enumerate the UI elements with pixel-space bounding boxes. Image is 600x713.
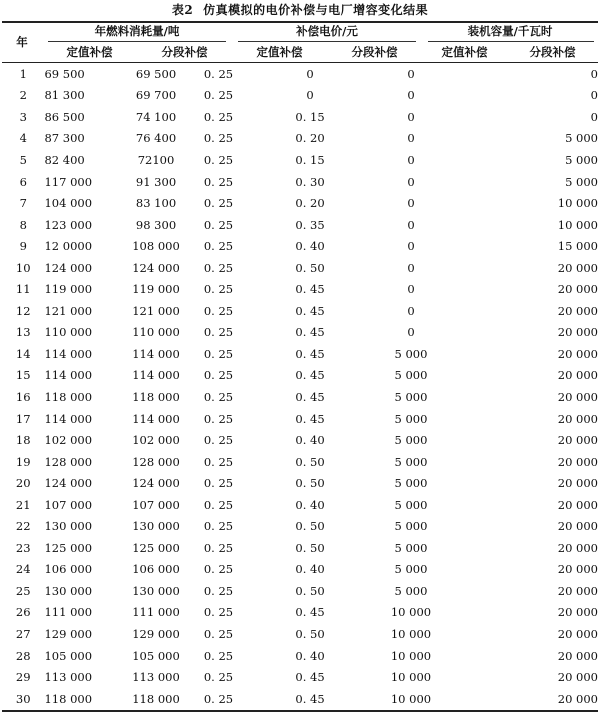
capacity-fixed-cell: 0	[407, 88, 415, 103]
price-fixed-cell: 0. 25	[203, 411, 234, 426]
fuel-fixed-cell: 124 000	[44, 260, 93, 275]
fuel-segmented-cell: 124 000	[132, 476, 180, 491]
year-cell: 29	[15, 670, 31, 685]
capacity-segmented-cell: 20 000	[557, 433, 598, 448]
fuel-segmented-cell: 119 000	[132, 282, 180, 297]
capacity-segmented-cell: 5 000	[565, 131, 598, 146]
fuel-fixed-cell: 86 500	[44, 109, 85, 124]
year-cell: 11	[15, 282, 31, 297]
capacity-group-rule	[428, 41, 594, 42]
fuel-segmented-cell: 118 000	[132, 389, 180, 404]
price-group-rule	[238, 41, 416, 42]
header-fuel-fixed: 定值补偿	[66, 45, 113, 59]
year-cell: 18	[15, 433, 31, 448]
header-price-fixed: 定值补偿	[256, 45, 303, 59]
price-segmented-cell: 0. 50	[295, 454, 325, 469]
fuel-fixed-cell: 81 300	[44, 88, 85, 103]
capacity-segmented-cell: 20 000	[557, 454, 598, 469]
table-row	[2, 451, 598, 473]
capacity-segmented-cell: 5 000	[565, 152, 598, 167]
year-cell: 17	[15, 411, 31, 426]
table-caption	[0, 0, 600, 20]
price-fixed-cell: 0. 25	[203, 346, 234, 361]
price-segmented-cell: 0. 35	[295, 217, 325, 232]
capacity-fixed-cell: 10 000	[390, 605, 432, 620]
fuel-fixed-cell: 113 000	[44, 670, 93, 685]
fuel-segmented-cell: 105 000	[132, 648, 180, 663]
capacity-segmented-cell: 15 000	[557, 239, 598, 254]
fuel-segmented-cell: 74 100	[135, 109, 177, 124]
fuel-fixed-cell: 121 000	[44, 303, 93, 318]
fuel-group-rule	[48, 41, 226, 42]
capacity-fixed-cell: 0	[407, 66, 415, 81]
price-segmented-cell: 0	[306, 66, 314, 81]
capacity-fixed-cell: 5 000	[394, 497, 428, 512]
price-segmented-cell: 0. 15	[295, 109, 325, 124]
table-row	[2, 559, 598, 581]
table-row	[2, 365, 598, 387]
fuel-segmented-cell: 114 000	[132, 411, 180, 426]
table-number: 表2	[171, 3, 194, 17]
capacity-segmented-cell: 20 000	[557, 389, 598, 404]
fuel-segmented-cell: 76 400	[135, 131, 177, 146]
price-segmented-cell: 0. 40	[295, 562, 325, 577]
price-segmented-cell: 0. 50	[295, 540, 325, 555]
fuel-segmented-cell: 72100	[137, 152, 175, 167]
capacity-segmented-cell: 20 000	[557, 411, 598, 426]
fuel-segmented-cell: 69 700	[135, 88, 177, 103]
year-cell: 24	[15, 562, 31, 577]
header-capacity-fixed: 定值补偿	[441, 45, 488, 59]
fuel-fixed-cell: 114 000	[44, 346, 93, 361]
results-table	[2, 63, 598, 709]
capacity-segmented-cell: 0	[590, 109, 598, 124]
year-cell: 10	[15, 260, 31, 275]
capacity-segmented-cell: 20 000	[557, 540, 598, 555]
table-row	[2, 666, 598, 688]
price-segmented-cell: 0. 50	[295, 260, 325, 275]
capacity-segmented-cell: 0	[590, 88, 598, 103]
year-cell: 9	[19, 239, 27, 254]
fuel-fixed-cell: 110 000	[44, 325, 93, 340]
price-fixed-cell: 0. 25	[203, 454, 234, 469]
header-fuel-segmented: 分段补偿	[161, 45, 208, 59]
fuel-fixed-cell: 118 000	[44, 691, 93, 706]
table-row	[2, 472, 598, 494]
capacity-fixed-cell: 5 000	[394, 583, 428, 598]
table-row	[2, 128, 598, 150]
year-cell: 12	[15, 303, 31, 318]
price-fixed-cell: 0. 25	[203, 670, 234, 685]
capacity-segmented-cell: 20 000	[557, 282, 598, 297]
year-cell: 23	[15, 540, 31, 555]
price-segmented-cell: 0. 40	[295, 239, 325, 254]
price-segmented-cell: 0. 45	[295, 411, 325, 426]
fuel-segmented-cell: 128 000	[132, 454, 180, 469]
year-cell: 1	[19, 66, 27, 81]
price-segmented-cell: 0	[306, 88, 314, 103]
fuel-segmented-cell: 130 000	[132, 519, 180, 534]
price-segmented-cell: 0. 45	[295, 691, 325, 706]
fuel-segmented-cell: 124 000	[132, 260, 180, 275]
fuel-fixed-cell: 124 000	[44, 476, 93, 491]
capacity-fixed-cell: 5 000	[394, 389, 428, 404]
capacity-segmented-cell: 20 000	[557, 346, 598, 361]
price-fixed-cell: 0. 25	[203, 497, 234, 512]
price-fixed-cell: 0. 25	[203, 368, 234, 383]
capacity-segmented-cell: 10 000	[557, 196, 598, 211]
price-fixed-cell: 0. 25	[203, 691, 234, 706]
price-fixed-cell: 0. 25	[203, 519, 234, 534]
capacity-segmented-cell: 20 000	[557, 605, 598, 620]
fuel-segmented-cell: 111 000	[132, 605, 180, 620]
price-fixed-cell: 0. 25	[203, 174, 234, 189]
fuel-fixed-cell: 130 000	[44, 583, 93, 598]
fuel-fixed-cell: 117 000	[44, 174, 93, 189]
table-row	[2, 645, 598, 667]
fuel-segmented-cell: 118 000	[132, 691, 180, 706]
price-fixed-cell: 0. 25	[203, 583, 234, 598]
capacity-fixed-cell: 0	[407, 131, 415, 146]
fuel-segmented-cell: 114 000	[132, 368, 180, 383]
fuel-fixed-cell: 82 400	[44, 152, 85, 167]
price-fixed-cell: 0. 25	[203, 88, 234, 103]
year-cell: 21	[15, 497, 31, 512]
fuel-segmented-cell: 113 000	[132, 670, 180, 685]
price-fixed-cell: 0. 25	[203, 303, 234, 318]
table-row	[2, 171, 598, 193]
table-row	[2, 322, 598, 344]
table-row	[2, 408, 598, 430]
fuel-segmented-cell: 108 000	[132, 239, 180, 254]
table-row	[2, 537, 598, 559]
price-fixed-cell: 0. 25	[203, 389, 234, 404]
fuel-segmented-cell: 98 300	[135, 217, 177, 232]
bottom-rule	[2, 710, 598, 712]
price-segmented-cell: 0. 45	[295, 346, 325, 361]
header-fuel-consumption: 年燃料消耗量/吨	[94, 24, 180, 38]
fuel-segmented-cell: 125 000	[132, 540, 180, 555]
capacity-segmented-cell: 10 000	[557, 217, 598, 232]
capacity-fixed-cell: 10 000	[390, 648, 432, 663]
table-row	[2, 278, 598, 300]
capacity-fixed-cell: 0	[407, 325, 415, 340]
price-segmented-cell: 0. 45	[295, 303, 325, 318]
capacity-segmented-cell: 20 000	[557, 519, 598, 534]
table-row	[2, 300, 598, 322]
table-row	[2, 85, 598, 107]
table-row	[2, 192, 598, 214]
capacity-segmented-cell: 0	[590, 66, 598, 81]
capacity-fixed-cell: 0	[407, 109, 415, 124]
capacity-segmented-cell: 20 000	[557, 691, 598, 706]
price-fixed-cell: 0. 25	[203, 260, 234, 275]
price-fixed-cell: 0. 25	[203, 282, 234, 297]
price-fixed-cell: 0. 25	[203, 605, 234, 620]
fuel-fixed-cell: 102 000	[44, 433, 93, 448]
header-price-segmented: 分段补偿	[351, 45, 398, 59]
capacity-fixed-cell: 5 000	[394, 454, 428, 469]
capacity-fixed-cell: 5 000	[394, 519, 428, 534]
price-segmented-cell: 0. 45	[295, 368, 325, 383]
price-segmented-cell: 0. 45	[295, 670, 325, 685]
fuel-segmented-cell: 121 000	[132, 303, 180, 318]
capacity-fixed-cell: 0	[407, 174, 415, 189]
fuel-fixed-cell: 104 000	[44, 196, 93, 211]
price-segmented-cell: 0. 50	[295, 583, 325, 598]
year-cell: 8	[19, 217, 27, 232]
fuel-fixed-cell: 87 300	[44, 131, 85, 146]
capacity-segmented-cell: 20 000	[557, 583, 598, 598]
capacity-fixed-cell: 0	[407, 152, 415, 167]
capacity-fixed-cell: 10 000	[390, 670, 432, 685]
fuel-segmented-cell: 130 000	[132, 583, 180, 598]
capacity-fixed-cell: 10 000	[390, 691, 432, 706]
price-fixed-cell: 0. 25	[203, 540, 234, 555]
capacity-fixed-cell: 5 000	[394, 562, 428, 577]
price-fixed-cell: 0. 25	[203, 648, 234, 663]
capacity-segmented-cell: 20 000	[557, 648, 598, 663]
capacity-segmented-cell: 20 000	[557, 476, 598, 491]
capacity-fixed-cell: 5 000	[394, 411, 428, 426]
capacity-segmented-cell: 20 000	[557, 325, 598, 340]
capacity-fixed-cell: 5 000	[394, 433, 428, 448]
capacity-fixed-cell: 10 000	[390, 626, 432, 641]
price-segmented-cell: 0. 45	[295, 389, 325, 404]
year-cell: 14	[15, 346, 31, 361]
fuel-fixed-cell: 69 500	[44, 66, 85, 81]
year-cell: 15	[15, 368, 31, 383]
header-compensation-price: 补偿电价/元	[296, 24, 358, 38]
table-row	[2, 494, 598, 516]
year-cell: 16	[15, 389, 31, 404]
year-cell: 22	[15, 519, 31, 534]
fuel-segmented-cell: 83 100	[135, 196, 177, 211]
fuel-segmented-cell: 114 000	[132, 346, 180, 361]
price-fixed-cell: 0. 25	[203, 476, 234, 491]
price-segmented-cell: 0. 15	[295, 152, 325, 167]
header-installed-capacity: 装机容量/千瓦时	[467, 24, 553, 38]
year-cell: 7	[19, 196, 27, 211]
year-cell: 30	[15, 691, 31, 706]
capacity-segmented-cell: 20 000	[557, 303, 598, 318]
capacity-fixed-cell: 0	[407, 303, 415, 318]
price-segmented-cell: 0. 20	[295, 196, 325, 211]
capacity-fixed-cell: 0	[407, 196, 415, 211]
year-cell: 4	[19, 131, 27, 146]
price-segmented-cell: 0. 20	[295, 131, 325, 146]
price-segmented-cell: 0. 45	[295, 325, 325, 340]
fuel-fixed-cell: 114 000	[44, 411, 93, 426]
capacity-segmented-cell: 20 000	[557, 368, 598, 383]
fuel-fixed-cell: 129 000	[44, 626, 93, 641]
capacity-fixed-cell: 5 000	[394, 540, 428, 555]
year-cell: 6	[19, 174, 27, 189]
table-row	[2, 235, 598, 257]
header-capacity-segmented: 分段补偿	[529, 45, 576, 59]
capacity-fixed-cell: 5 000	[394, 476, 428, 491]
fuel-segmented-cell: 110 000	[132, 325, 180, 340]
fuel-fixed-cell: 123 000	[44, 217, 93, 232]
table-row	[2, 429, 598, 451]
capacity-segmented-cell: 20 000	[557, 626, 598, 641]
price-fixed-cell: 0. 25	[203, 626, 234, 641]
year-cell: 25	[15, 583, 31, 598]
price-fixed-cell: 0. 25	[203, 109, 234, 124]
fuel-fixed-cell: 130 000	[44, 519, 93, 534]
header-year: 年	[16, 35, 28, 49]
table-row	[2, 623, 598, 645]
year-cell: 13	[15, 325, 31, 340]
price-segmented-cell: 0. 50	[295, 519, 325, 534]
fuel-segmented-cell: 102 000	[132, 433, 180, 448]
year-cell: 5	[19, 152, 27, 167]
price-segmented-cell: 0. 50	[295, 626, 325, 641]
fuel-fixed-cell: 106 000	[44, 562, 93, 577]
table-row	[2, 214, 598, 236]
fuel-segmented-cell: 106 000	[132, 562, 180, 577]
table-row	[2, 343, 598, 365]
capacity-fixed-cell: 5 000	[394, 368, 428, 383]
fuel-fixed-cell: 118 000	[44, 389, 93, 404]
table-row	[2, 515, 598, 537]
table-row	[2, 580, 598, 602]
price-fixed-cell: 0. 25	[203, 562, 234, 577]
fuel-segmented-cell: 69 500	[135, 66, 177, 81]
year-cell: 28	[15, 648, 31, 663]
fuel-fixed-cell: 12 0000	[44, 239, 93, 254]
capacity-segmented-cell: 20 000	[557, 260, 598, 275]
price-segmented-cell: 0. 40	[295, 648, 325, 663]
table-row	[2, 106, 598, 128]
price-segmented-cell: 0. 30	[295, 174, 325, 189]
fuel-fixed-cell: 107 000	[44, 497, 93, 512]
capacity-segmented-cell: 20 000	[557, 670, 598, 685]
table-row	[2, 63, 598, 85]
price-segmented-cell: 0. 40	[295, 433, 325, 448]
results-table-body	[2, 63, 598, 709]
table-row	[2, 688, 598, 710]
table-row	[2, 149, 598, 171]
capacity-segmented-cell: 5 000	[565, 174, 598, 189]
year-cell: 3	[19, 109, 27, 124]
price-segmented-cell: 0. 45	[295, 605, 325, 620]
year-cell: 26	[15, 605, 31, 620]
fuel-fixed-cell: 114 000	[44, 368, 93, 383]
table-title: 仿真模拟的电价补偿与电厂增容变化结果	[203, 3, 429, 17]
price-fixed-cell: 0. 25	[203, 196, 234, 211]
capacity-fixed-cell: 0	[407, 239, 415, 254]
price-fixed-cell: 0. 25	[203, 325, 234, 340]
year-cell: 27	[15, 626, 31, 641]
price-fixed-cell: 0. 25	[203, 433, 234, 448]
capacity-fixed-cell: 0	[407, 282, 415, 297]
price-fixed-cell: 0. 25	[203, 131, 234, 146]
table-row	[2, 386, 598, 408]
fuel-fixed-cell: 128 000	[44, 454, 93, 469]
year-cell: 20	[15, 476, 31, 491]
capacity-fixed-cell: 0	[407, 260, 415, 275]
price-fixed-cell: 0. 25	[203, 217, 234, 232]
year-cell: 19	[15, 454, 31, 469]
table-row	[2, 257, 598, 279]
price-segmented-cell: 0. 50	[295, 476, 325, 491]
fuel-fixed-cell: 111 000	[44, 605, 93, 620]
fuel-segmented-cell: 107 000	[132, 497, 180, 512]
price-segmented-cell: 0. 45	[295, 282, 325, 297]
fuel-segmented-cell: 91 300	[135, 174, 177, 189]
year-cell: 2	[19, 88, 27, 103]
table-row	[2, 602, 598, 624]
capacity-fixed-cell: 0	[407, 217, 415, 232]
price-fixed-cell: 0. 25	[203, 239, 234, 254]
fuel-fixed-cell: 105 000	[44, 648, 93, 663]
capacity-segmented-cell: 20 000	[557, 497, 598, 512]
price-fixed-cell: 0. 25	[203, 66, 234, 81]
fuel-fixed-cell: 125 000	[44, 540, 93, 555]
price-segmented-cell: 0. 40	[295, 497, 325, 512]
capacity-segmented-cell: 20 000	[557, 562, 598, 577]
fuel-fixed-cell: 119 000	[44, 282, 93, 297]
fuel-segmented-cell: 129 000	[132, 626, 180, 641]
price-fixed-cell: 0. 25	[203, 152, 234, 167]
capacity-fixed-cell: 5 000	[394, 346, 428, 361]
